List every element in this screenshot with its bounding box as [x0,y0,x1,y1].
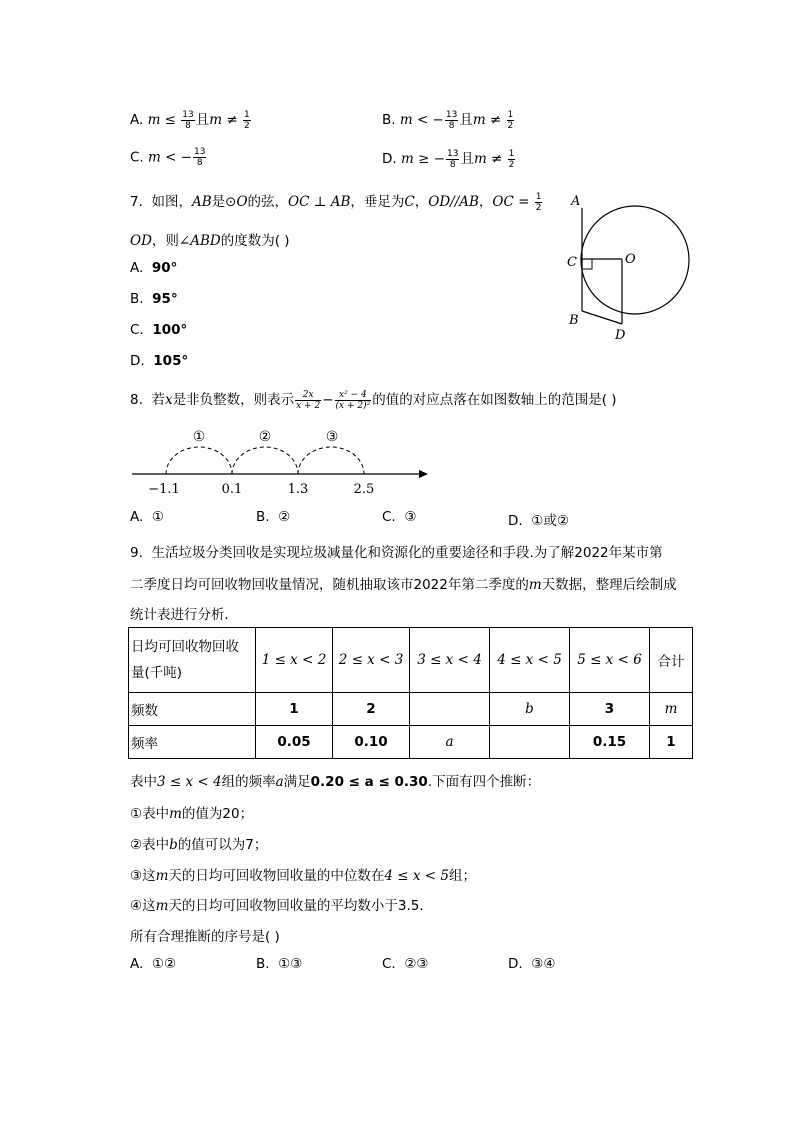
numerator: 2x [295,390,321,401]
text: 且 [459,112,473,128]
math: AB [191,194,212,210]
point-label-o: O [625,252,636,267]
q7-option-d [130,353,188,369]
arc-3 [298,447,364,474]
q9-stem-line3 [130,603,238,623]
math: m [169,806,182,822]
table-header-cell: 5 ≤ x < 6 [570,628,650,693]
text: ，则 [151,233,179,249]
math: m ≠ [209,112,242,128]
q9-inference-2 [130,833,267,853]
tick-label-1: −1.1 [148,482,180,497]
option-label: D. [382,151,397,167]
text: ， [478,194,493,210]
table-header-cell [129,628,256,693]
text: 的弦， [247,194,289,210]
option-label: B. [256,956,270,972]
math: m [155,898,169,914]
q9-inference-1 [130,802,253,822]
text: 组； [449,868,477,884]
math: C [404,194,415,210]
text: 生活垃圾分类回收是实现垃圾减量化和资源化的重要途径和手段.为了解2022年某市第 [151,545,663,561]
text: 且 [195,112,210,128]
table-cell: 0.05 [256,726,333,759]
fraction [181,110,194,131]
q7-option-a [130,260,177,276]
q6-option-b [382,108,515,131]
option-value: ①或② [531,513,569,529]
denominator: x + 2 [296,400,321,411]
option-label: D. [508,956,523,972]
text: 是非负整数，则表示 [172,392,295,408]
option-value: ② [278,509,291,525]
table-header-cell: 合计 [650,628,693,693]
option-label: A. [130,112,144,128]
text: 所有合理推断的序号是( ) [130,929,280,945]
point-label-d: D [615,328,626,343]
option-label: C. [382,956,396,972]
option-value: 105° [153,353,189,369]
table-cell [490,726,570,759]
option-value: 90° [151,260,178,276]
fraction [295,390,321,411]
table-cell: 1 [256,693,333,726]
q9-inference-3 [130,864,476,884]
table-cell: a [410,726,490,759]
q9-ask [130,925,280,945]
option-label: B. [130,291,144,307]
text: 统计表进行分析． [130,607,238,623]
text: 表中 [130,774,157,790]
q9-option-d [508,956,556,972]
text: ， [414,194,429,210]
math: − [322,392,334,408]
math: m [155,868,169,884]
segment-bd [582,311,622,324]
arc-1 [166,447,232,474]
q8-stem [130,388,617,411]
arc-label-3: ③ [325,429,339,445]
q8-number-line [128,425,438,500]
question-number: 8. [130,392,143,408]
math: x [164,392,173,408]
text: ①表中 [130,806,170,822]
table-row [129,726,693,759]
text: 组的频率 [221,774,276,790]
text: 的值的对应点落在如图数轴上的范围是( ) [372,392,617,408]
option-label: B. [382,112,396,128]
math: 0.20 ≤ a ≤ 0.30 [310,774,428,790]
option-label: A. [130,956,144,972]
table-header-cell: 2 ≤ x < 3 [333,628,410,693]
fraction [335,390,372,411]
q9-option-a [130,956,176,972]
q8-option-c [382,509,416,525]
denominator: 2 [243,120,250,131]
axis-arrow [419,470,428,478]
text: 满足 [283,774,311,790]
table-header-cell: 3 ≤ x < 4 [410,628,490,693]
table-cell: m [650,693,693,726]
table-header-cell: 4 ≤ x < 5 [490,628,570,693]
question-number: 7. [130,194,143,210]
option-label: C. [130,322,144,338]
numerator: 13 [194,147,206,157]
fraction [508,149,516,170]
option-value: 95° [152,291,178,307]
denominator: 2 [535,202,542,213]
text: 量(千吨) [131,665,183,681]
text: 若 [151,392,165,408]
numerator: 13 [445,109,458,120]
denominator: (x + 2)² [335,400,371,411]
option-value: ①③ [278,956,303,972]
q9-option-c [382,956,429,972]
denominator: 8 [185,120,191,131]
q9-inference-4 [130,894,424,914]
q8-option-a [130,509,164,525]
numerator: 13 [447,148,459,159]
q9-stem-line1 [130,541,663,561]
text: 的值为20； [181,806,254,822]
q6-option-c [130,147,207,168]
circle-symbol: ⊙ [225,194,237,210]
q9-statistics-table [128,627,693,759]
denominator: 8 [449,159,456,170]
text: 如图， [151,194,192,210]
denominator: 2 [507,120,514,131]
text: 天的日均可回收物回收量的中位数在 [168,868,385,884]
q8-option-b [256,509,290,525]
math: b [169,837,178,853]
option-value: ①② [151,956,177,972]
math: OD//AB [428,194,479,210]
text: 日均可回收物回收 [131,639,239,655]
right-angle-mark [582,259,592,269]
arc-label-1: ① [192,429,206,445]
option-value: 100° [152,322,188,338]
q6-option-d [382,147,516,170]
point-label-a: A [571,194,581,209]
q7-option-b [130,291,178,307]
arc-2 [232,447,298,474]
text: 天数据，整理后绘制成 [541,577,677,593]
q8-option-d [508,509,569,529]
denominator: 2 [508,159,515,170]
table-row [129,628,693,693]
table-cell: 1 [650,726,693,759]
text: ③这 [130,868,156,884]
q7-stem-line1 [130,190,543,213]
arc-label-2: ② [258,429,272,445]
text: 的值可以为7； [177,837,268,853]
numerator: 13 [182,109,194,120]
q7-circle-figure [550,180,700,345]
denominator: 8 [448,120,455,131]
tick-label-2: 0.1 [221,482,243,497]
fraction [446,149,459,170]
text: 是 [211,194,226,210]
tick-label-4: 2.5 [353,482,375,497]
point-label-b: B [569,313,579,328]
text: ，垂足为 [350,194,405,210]
q9-stem-line2 [130,573,677,593]
fraction [535,192,543,213]
numerator: 1 [508,148,515,159]
text: 且 [460,151,474,167]
q9-condition [130,770,540,790]
text: 二季度日均可回收物回收量情况，随机抽取该市2022年第二季度的 [130,577,529,593]
tick-label-3: 1.3 [287,482,309,497]
table-cell [410,693,490,726]
option-label: A. [130,509,144,525]
table-cell: 3 [570,693,650,726]
math: m ≠ [473,151,507,167]
math: OC ⊥ AB [288,194,351,210]
numerator: 1 [243,109,250,120]
math: a [275,774,284,790]
q7-stem-line2 [130,229,290,249]
table-cell: 0.10 [333,726,410,759]
option-label: D. [508,513,523,529]
option-value: ②③ [404,956,429,972]
option-value: ③ [404,509,417,525]
text: 的度数为( ) [220,233,290,249]
option-value: ③④ [531,956,556,972]
math: m [528,577,542,593]
option-label: B. [256,509,270,525]
q7-option-c [130,322,187,338]
math: OD [130,233,152,249]
point-label-c: C [567,255,577,270]
option-label: C. [130,149,144,166]
math: 3 ≤ x < 4 [157,774,222,790]
table-cell: 频率 [129,726,256,759]
text: .下面有四个推断： [427,774,541,790]
math: OC = [492,194,534,210]
text: ④这 [130,898,156,914]
fraction [507,110,515,131]
math: m ≤ [147,112,181,128]
numerator: 1 [535,191,542,202]
table-header-cell: 1 ≤ x < 2 [256,628,333,693]
option-value: ① [151,509,164,525]
numerator: x² − 4 [335,390,372,401]
fraction [193,147,206,168]
numerator: 1 [507,109,514,120]
denominator: 8 [196,158,203,168]
math: ∠ABD [178,233,221,249]
math: m ≥ − [400,151,445,167]
fraction [445,110,458,131]
q6-option-a [130,108,252,131]
text: 天的日均可回收物回收量的平均数小于3.5. [168,898,424,914]
table-cell: 2 [333,693,410,726]
q9-option-b [256,956,302,972]
table-cell: 0.15 [570,726,650,759]
math: 4 ≤ x < 5 [384,868,450,884]
fraction [243,110,251,131]
math: m ≠ [472,112,506,128]
table-cell: b [490,693,570,726]
math: m < − [148,149,193,166]
option-label: C. [382,509,396,525]
question-number: 9. [130,545,143,561]
table-row [129,693,693,726]
option-label: D. [130,353,145,369]
math: O [236,194,248,210]
option-label: A. [130,260,144,276]
table-cell: 频数 [129,693,256,726]
math: m < − [399,112,444,128]
text: ②表中 [130,837,170,853]
